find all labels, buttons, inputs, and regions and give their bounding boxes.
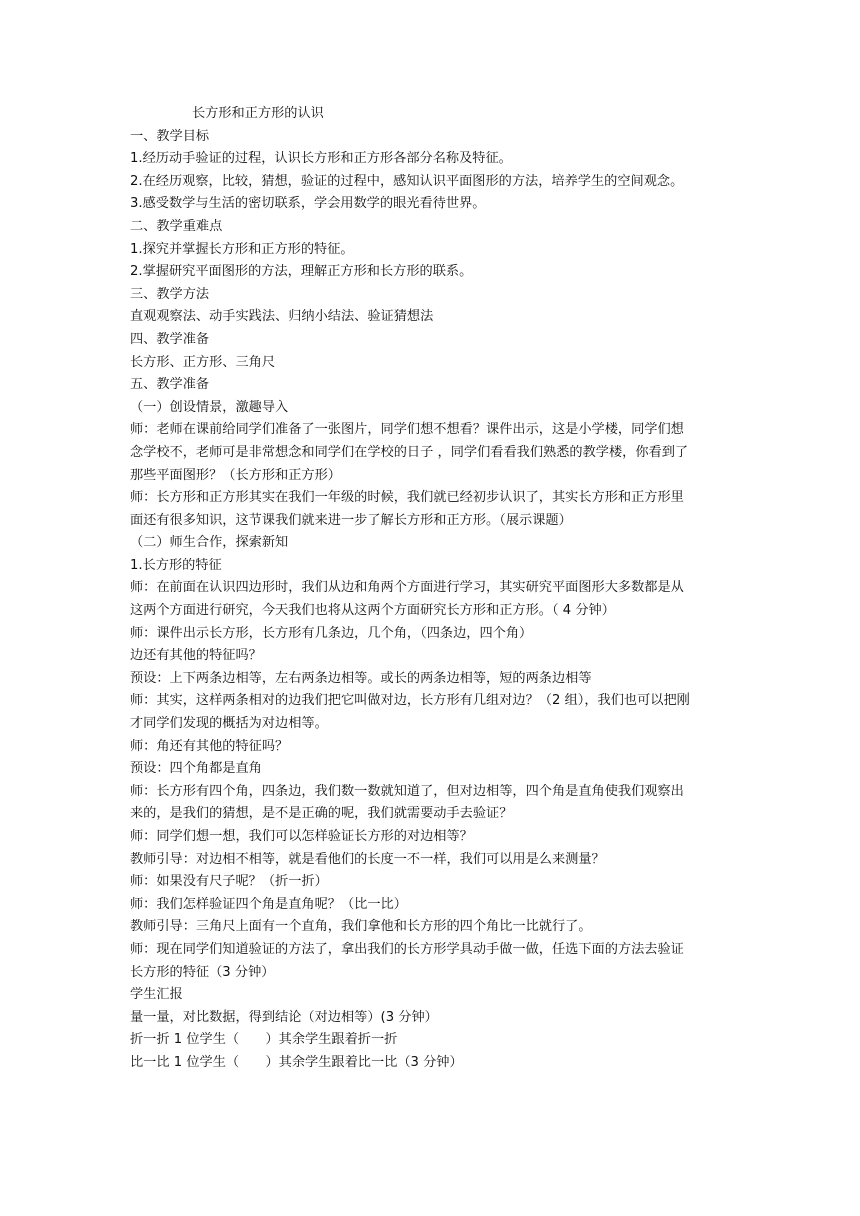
paragraph: 1.经历动手验证的过程，认识长方形和正方形各部分名称及特征。 (130, 151, 512, 167)
paragraph: 边还有其他的特征吗？ (130, 648, 262, 664)
paragraph: 教师引导：三角尺上面有一个直角，我们拿他和长方形的四个角比一比就行了。 (130, 919, 592, 935)
paragraph: 2.在经历观察，比较，猜想，验证的过程中，感知认识平面图形的方法，培养学生的空间观念。 (130, 173, 684, 189)
section-heading-key-points: 二、教学重难点 (130, 218, 223, 234)
document-title: 长方形和正方形的认识 (192, 106, 324, 121)
paragraph: 师：如果没有尺子呢？（折一折） (130, 874, 328, 890)
paragraph: 师：课件出示长方形，长方形有几条边，几个角，（四条边，四个角） (130, 625, 533, 641)
paragraph: 长方形、正方形、三角尺 (130, 354, 276, 370)
paragraph: 直观观察法、动手实践法、归纳小结法、验证猜想法 (130, 309, 434, 325)
paragraph: 师：我们怎样验证四个角是直角呢？（比一比） (130, 896, 407, 912)
paragraph: 预设：上下两条边相等，左右两条边相等。或长的两条边相等，短的两条边相等 (130, 670, 592, 686)
paragraph: 师：其实，这样两条相对的边我们把它叫做对边，长方形有几组对边？（2 组），我们也可以把刚才同学们发现的概括为对边相等。 (130, 693, 690, 732)
subsection-heading: （二）师生合作，探索新知 (130, 535, 289, 551)
paragraph: 师：长方形和正方形其实在我们一年级的时候，我们就已经初步认识了，其实长方形和正方形里面还有很多知识，这节课我们就来进一步了解长方形和正方形。（展示课题） (130, 490, 684, 528)
section-heading-process: 五、教学准备 (130, 377, 210, 393)
paragraph: 折一折 1 位学生（ ）其余学生跟着折一折 (130, 1032, 398, 1048)
paragraph: 教师引导：对边相不相等，就是看他们的长度一不一样，我们可以用是么来测量？ (130, 851, 605, 867)
paragraph: 师：同学们想一想，我们可以怎样验证长方形的对边相等？ (130, 829, 473, 844)
paragraph: 比一比 1 位学生（ ）其余学生跟着比一比（3 分钟） (130, 1054, 463, 1070)
paragraph: 师：现在同学们知道验证的方法了，拿出我们的长方形学具动手做一做，任选下面的方法去验证长方形的特征（3 分钟） (130, 941, 684, 980)
paragraph: 2.掌握研究平面图形的方法，理解正方形和长方形的联系。 (130, 264, 473, 280)
paragraph: 3.感受数学与生活的密切联系，学会用数学的眼光看待世界。 (130, 196, 486, 212)
paragraph: 学生汇报 (130, 987, 183, 1003)
paragraph: 师：长方形有四个角，四条边，我们数一数就知道了，但对边相等，四个角是直角使我们观察出来的，是我们的猜想，是不是正确的呢，我们就需要动手去验证？ (130, 783, 684, 822)
paragraph: 师：老师在课前给同学们准备了一张图片，同学们想不想看？课件出示，这是小学楼，同学们想念学校不，老师可是非常想念和同学们在学校的日子 ，同学们看看我们熟悉的教学楼，你看到了那些平面图形？（长方形和正方形） (130, 422, 689, 483)
paragraph: 量一量，对比数据，得到结论（对边相等）(3 分钟） (130, 1009, 438, 1025)
section-heading-methods: 三、教学方法 (130, 286, 210, 302)
paragraph: 1.探究并掌握长方形和正方形的特征。 (130, 241, 354, 257)
paragraph: 1.长方形的特征 (130, 557, 222, 573)
document-body (130, 103, 690, 1075)
paragraph: 师：角还有其他的特征吗？ (130, 738, 289, 754)
section-heading-preparation: 四、教学准备 (130, 331, 210, 347)
section-heading-goals: 一、教学目标 (130, 128, 210, 144)
paragraph: 预设：四个角都是直角 (130, 761, 262, 777)
subsection-heading: （一）创设情景，激趣导入 (130, 399, 289, 415)
paragraph: 师：在前面在认识四边形时，我们从边和角两个方面进行学习，其实研究平面图形大多数都是从这两个方面进行研究，今天我们也将从这两个方面研究长方形和正方形。（ 4 分钟） (130, 580, 684, 619)
